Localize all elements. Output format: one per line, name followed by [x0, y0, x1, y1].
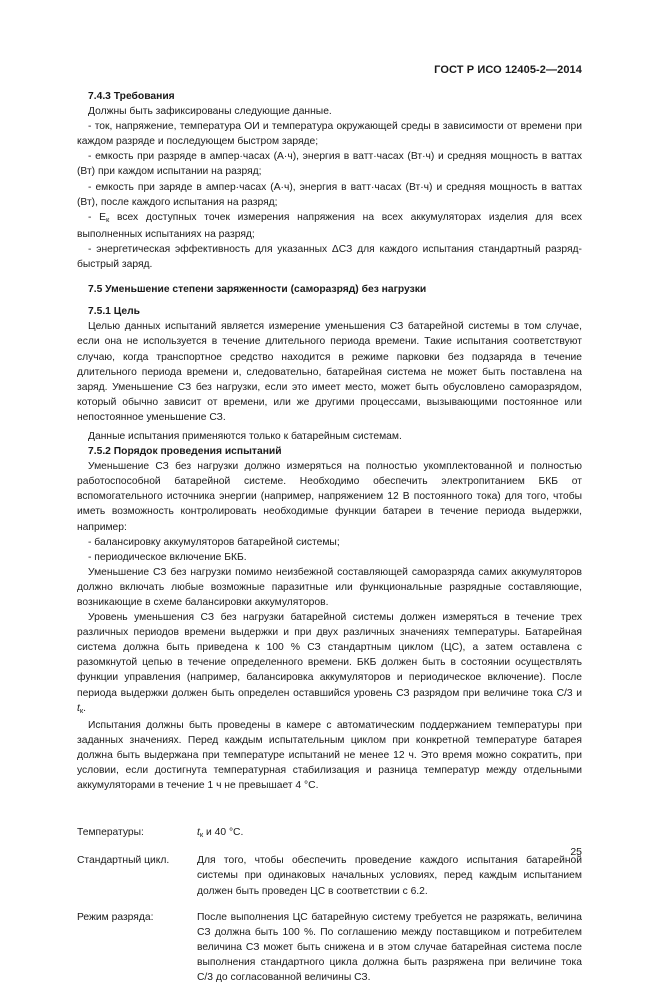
paragraph: Целью данных испытаний является измерение уменьшения СЗ батарейной системы в том случае, если она не используется в течение длительного периода времени. Такие испытания соответствуют случаю, когда транспортное средство находится в режиме парковки без подзаряда в течение длительного периода времени и, следовательно, батарейная система не может быть поставлена на заряд. Уменьшение СЗ без нагрузки, если это имеет место, может быть обусловлено саморазрядом, который обычно зависит от времени, или же другими процессами, вызывающими постоянное или непостоянное уменьшение СЗ. [77, 321, 582, 423]
section-7-5-2-heading: 7.5.2 Порядок проведения испытаний [88, 446, 282, 458]
definition-row [77, 853, 582, 898]
definition-desc [197, 825, 582, 842]
list-item: - балансировку аккумуляторов батарейной системы; [88, 536, 340, 548]
t-symbol: t [197, 827, 200, 839]
list-item-ek [77, 210, 582, 242]
t-symbol: t [77, 702, 80, 714]
ek-dash: - E [88, 211, 107, 223]
t-subscript: к [79, 705, 84, 715]
paragraph-text: Уровень уменьшения СЗ без нагрузки батарейной системы должен измеряться в течение трех различных периодов времени выдержки и при двух различных значениях температуры. Батарейная система должна быть приведена к 100 % СЗ стандартным циклом (ЦС), а затем оставлена с разомкнутой цепью в течение определенного времени. БКБ должен быть в состоянии осуществлять функции управления (например, балансировка аккумуляторов и периодическое включение). После периода выдержки должен быть определен оставшийся уровень СЗ разрядом при величине тока С/3 и [77, 612, 582, 699]
section-7-5-heading: 7.5 Уменьшение степени заряженности (саморазряд) без нагрузки [88, 284, 427, 296]
definition-desc: Для того, чтобы обеспечить проведение каждого испытания батарейной системы при одинаковых начальных условиях, перед каждым испытанием должен быть проведен ЦС в соответствии с 6.2. [197, 855, 582, 897]
section-7-4-3-intro: Должны быть зафиксированы следующие данные. [88, 106, 332, 118]
page-content [77, 89, 582, 996]
definition-row [77, 825, 582, 842]
list-item: - периодическое включение БКБ. [88, 551, 247, 563]
section-7-5-1-heading: 7.5.1 Цель [88, 306, 141, 318]
list-item: - ток, напряжение, температура ОИ и температура окружающей среды в зависимости от времени при каждом разряде и последующем быстром заряде; [77, 121, 582, 148]
document-id: ГОСТ Р ИСО 12405-2—2014 [434, 64, 582, 76]
list-item: - емкость при заряде в ампер·часах (А·ч), энергия в ватт·часах (Вт·ч) и средняя мощность в ваттах (Вт), после каждого испытания на разряд; [77, 181, 582, 208]
list-item: - энергетическая эффективность для указанных ΔСЗ для каждого испытания стандартный разряд-быстрый заряд. [77, 243, 582, 271]
ek-text: всех доступных точек измерения напряжения на всех аккумуляторах изделия для всех выполненных испытаниях на разряд; [77, 211, 582, 240]
definition-text: и 40 °С. [203, 827, 244, 839]
t-subscript: к [199, 830, 204, 840]
paragraph: Уменьшение СЗ без нагрузки должно измеряться на полностью укомплектованной и полностью работоспособной батарейной системе. Необходимо обеспечить электропитанием БКБ от вспомогательного источника энергии (например, напряжением 12 В постоянного тока) для того, чтобы иметь возможность контролировать необходимые функции батареи в течение периода выдержки, например: [77, 461, 582, 533]
definitions-list [77, 825, 582, 985]
definition-term: Стандартный цикл. [77, 855, 170, 867]
section-7-4-3-heading: 7.4.3 Требования [88, 91, 175, 102]
paragraph-end: . [83, 702, 87, 714]
paragraph [77, 610, 582, 718]
paragraph: Испытания должны быть проведены в камере с автоматическим поддержанием температуры при заданных значениях. Перед каждым испытательным циклом при конкретной температуре батарея должна быть выдержана при температуре испытаний не менее 12 ч. Это время можно сократить, при условии, если достигнута температурная стабилизация и разница температур между отдельными аккумуляторами в течение 1 ч не превышает 4 °С. [77, 719, 582, 792]
definition-row [77, 910, 582, 985]
ek-subscript: к [106, 214, 110, 224]
list-item: - емкость при разряде в ампер·часах (А·ч), энергия в ватт·часах (Вт·ч) и средняя мощность в ваттах (Вт) при каждом испытании на разряд; [77, 151, 582, 178]
definition-term: Режим разряда: [77, 911, 154, 923]
definition-desc: После выполнения ЦС батарейную систему требуется не разряжать, величина СЗ должна быть 100 %. По соглашению между поставщиком и потребителем величина СЗ может быть снижена и в этом случае батарейная система после выполнения стандартного цикла должна быть разряжена при величине тока С/3 до согласованной величины СЗ. [197, 911, 582, 983]
page-number: 25 [570, 846, 582, 858]
paragraph: Уменьшение СЗ без нагрузки помимо неизбежной составляющей саморазряда самих аккумуляторов должно включать любые возможные паразитные или функциональные разрядные составляющие, возникающие в схеме балансировки аккумуляторов. [77, 566, 582, 608]
paragraph: Данные испытания применяются только к батарейным системам. [88, 430, 402, 442]
definition-term: Температуры: [77, 827, 144, 839]
